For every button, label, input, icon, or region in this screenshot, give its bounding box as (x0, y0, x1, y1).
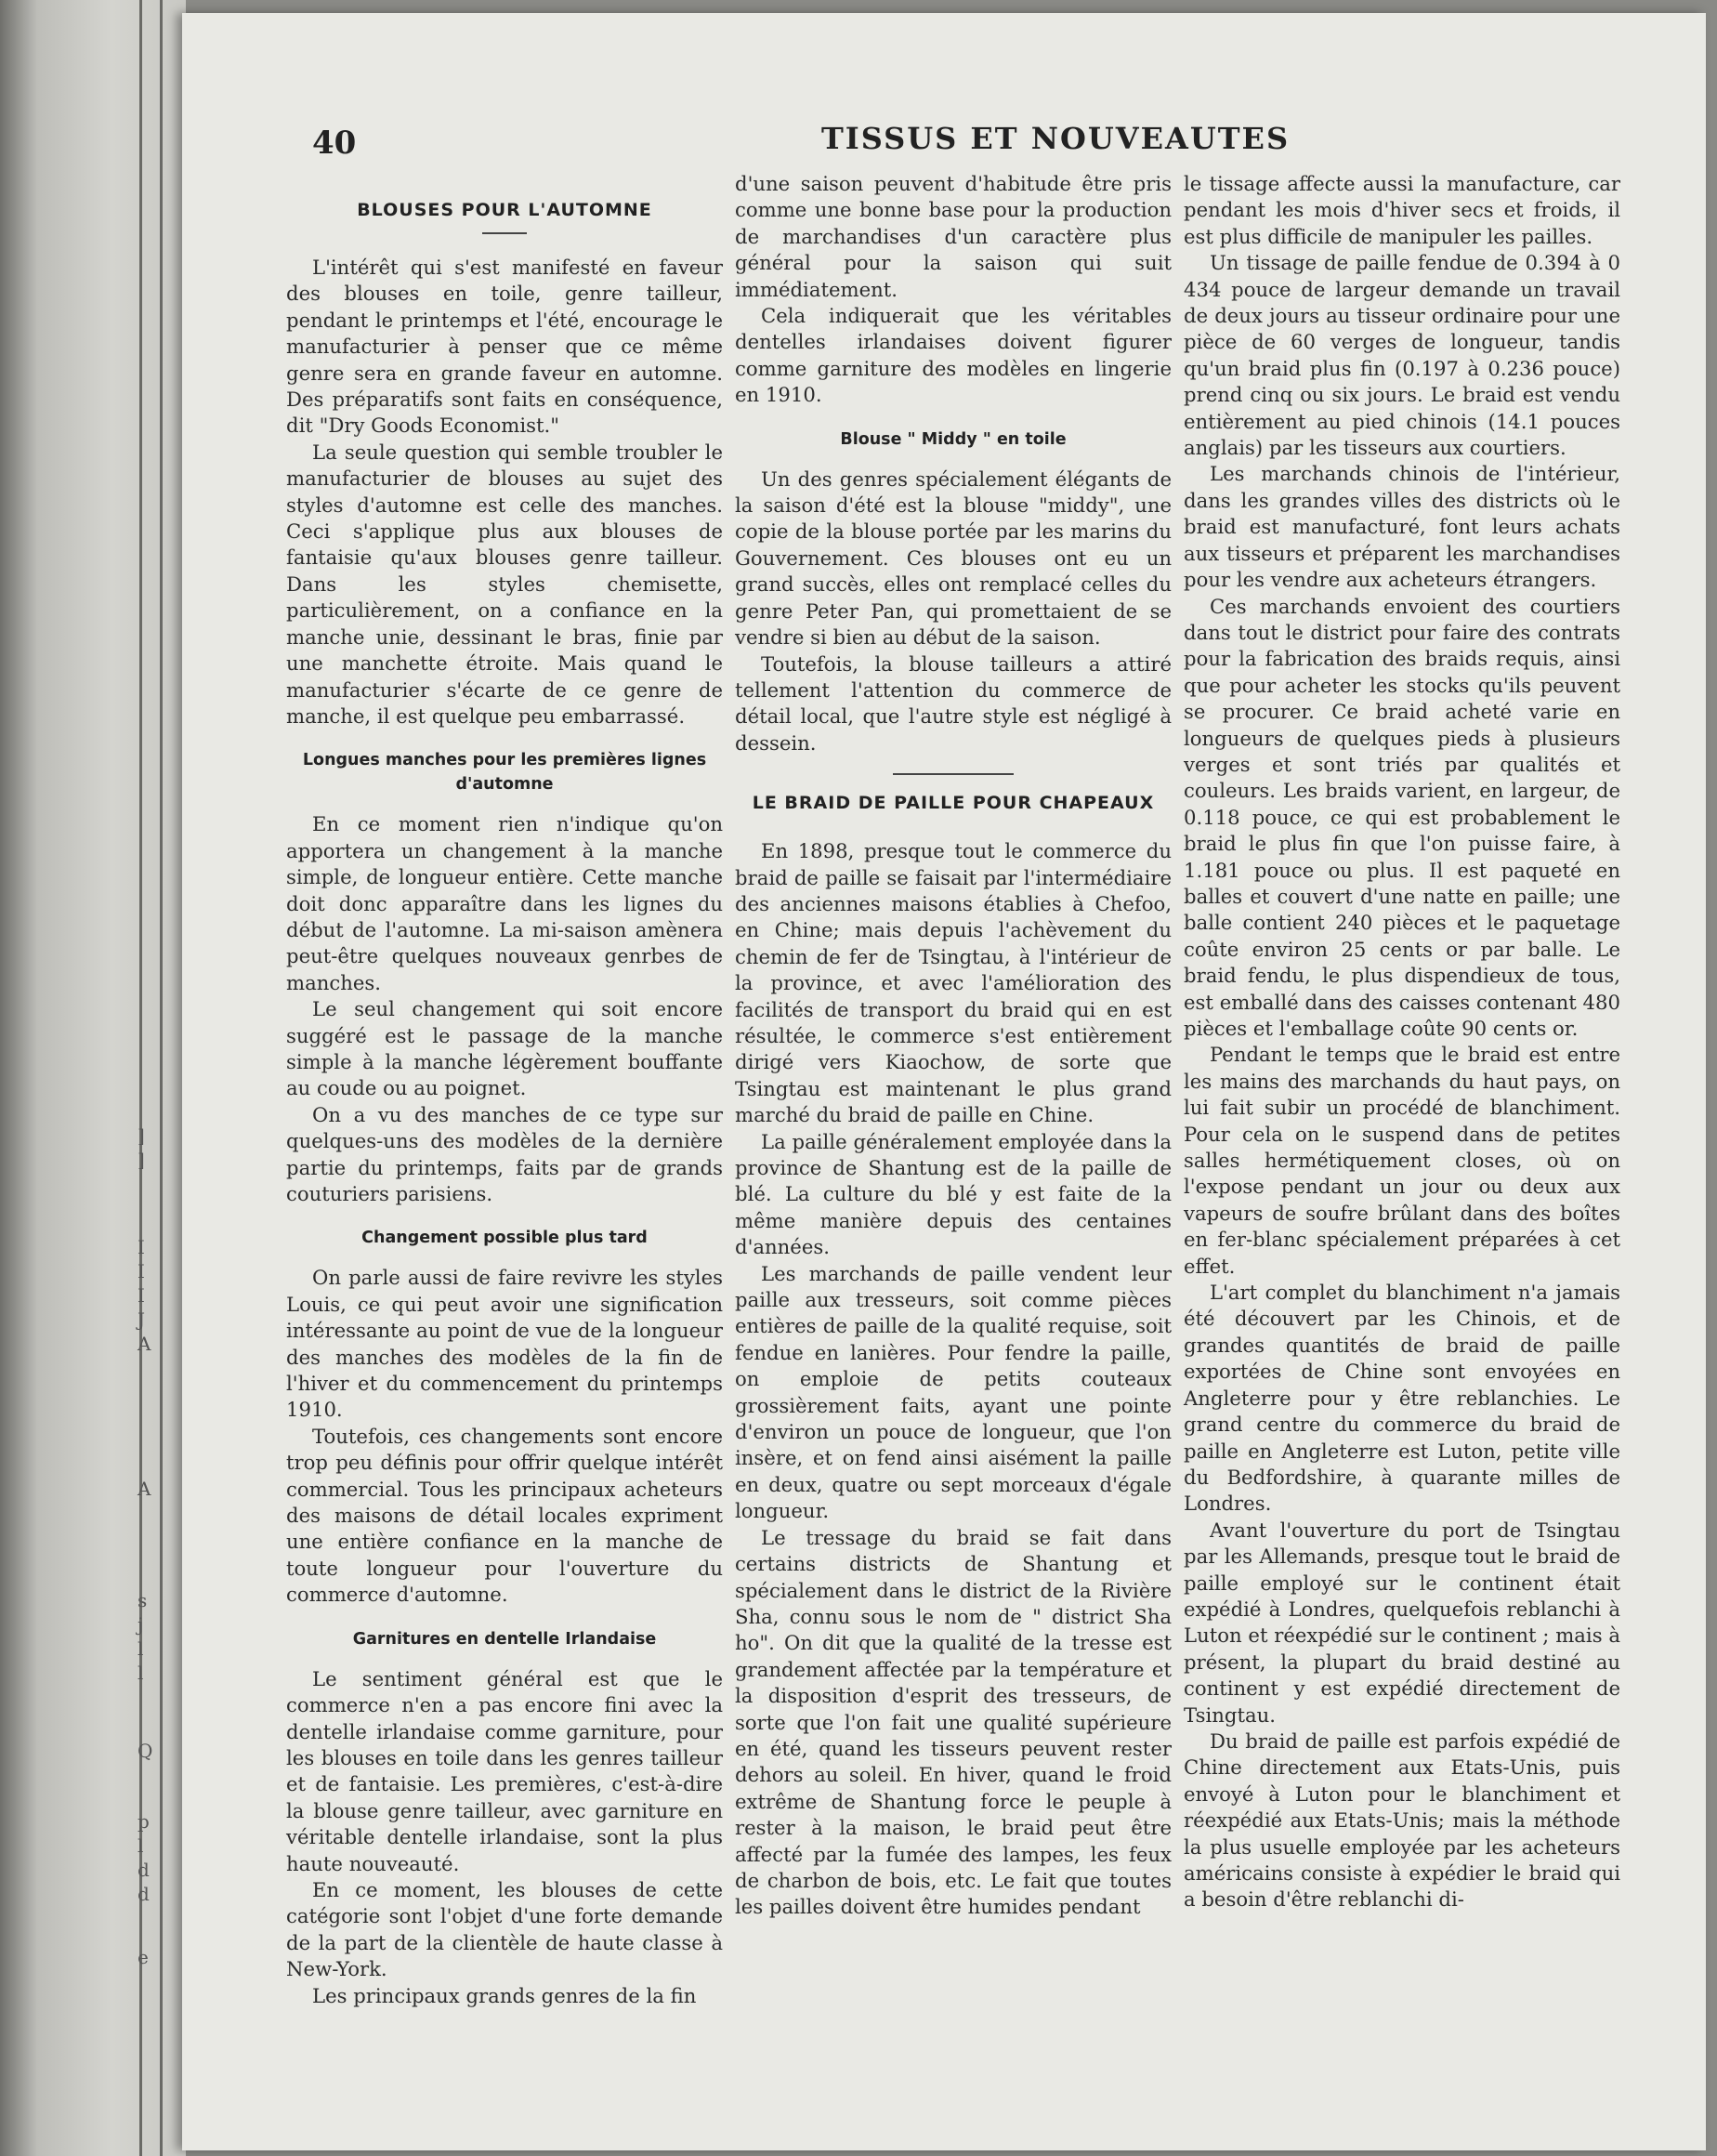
paragraph: Avant l'ouverture du port de Tsingtau par les Allemands, presque tout le braid de paille employé sur le continent était expédié à Londres, quelquefois reblanchi à Luton et réexpédié sur le continent ; mais à présent, la plupart du braid destiné au continent y est expédié directement de Tsingtau. (1184, 1518, 1620, 1727)
margin-fragment: ] (138, 1124, 145, 1147)
paragraph: Les principaux grands genres de la fin (312, 1983, 697, 2007)
paragraph: En 1898, presque tout le commerce du braid de paille se faisait par l'intermédiaire des anciennes maisons établies à Chefoo, en Chine; mais depuis l'achèvement du chemin de fer de Tsingtau, à l'intérieur de la province, et avec l'amélioration des facilités de transport du braid qui en est résultée, le commerce s'est entièrement dirigé vers Kiaochow, de sorte que Tsingtau est maintenant le plus grand marché du braid de paille en Chine. (735, 839, 1172, 1127)
article-divider (893, 773, 1014, 775)
section-heading: Longues manches pour les premières lignes d'automne (302, 751, 707, 795)
page-edge-line (160, 0, 163, 2156)
paragraph: On parle aussi de faire revivre les styles Louis, ce qui peut avoir une signification intéressante au point de vue de la longueur des manches des modèles de la fin de l'hiver et du commencement du printemps 1910. (286, 1266, 723, 1422)
margin-fragment: ] (138, 1149, 145, 1171)
margin-fragment: j (138, 1613, 144, 1636)
running-head: TISSUS ET NOUVEAUTES (820, 121, 1291, 156)
column-3 (1184, 171, 1620, 1913)
paragraph: Toutefois, ces changements sont encore trop peu définis pour offrir quelque intérêt commercial. Tous les principaux acheteurs des maisons de détail locales expriment une entière confiance en la manche de toute longueur pour l'ouverture du commerce d'automne. (286, 1424, 723, 1607)
title-rule (482, 232, 527, 234)
paragraph: d'une saison peuvent d'habitude être pris comme une bonne base pour la production de marchandises d'un caractère plus général pour la saison qui suit immédiatement. (735, 172, 1172, 301)
margin-fragment: e (138, 1946, 149, 1968)
paragraph: Ces marchands envoient des courtiers dans tout le district pour faire des contrats pour la fabrication des braids requis, ainsi que pour acheter les stocks qu'ils peuvent se procurer. Ce braid acheté varie en longueurs de quelques pieds à plusieurs verges et sont triés par qualités et couleurs. Les braids varient, en largeur, de 0.118 pouce, ce qui est probablement le braid le plus fin que l'on puisse faire, à 1.181 pouce ou plus. Il est paqueté en balles et couvert d'une natte en paille; une balle contient 240 pièces et le paquetage coûte environ 25 cents or par balle. Le braid fendu, le plus dispendieux de tous, est emballé dans des caisses contenant 480 pièces et l'emballage coûte 90 cents or. (1184, 594, 1620, 1040)
margin-fragment: p (138, 1810, 150, 1833)
margin-fragment: Q (138, 1740, 153, 1762)
article-title: BLOUSES POUR L'AUTOMNE (357, 200, 652, 220)
paragraph: Le tressage du braid se fait dans certains districts de Shantung et spécialement dans le district de la Rivière Sha, connu sous le nom de " district Sha ho". On dit que la qualité de la tresse est grandement affectée par la température et la disposition d'esprit des tresseurs, de sorte que l'on fait une qualité supérieure en été, quand les tisseurs peuvent rester dehors au soleil. En hiver, quand le froid extrême de Shantung force le peuple à rester à la maison, le braid peut être affecté par la fumée des lampes, les feux de charbon de bois, etc. Le fait que toutes les pailles doivent être humides pendant (735, 1525, 1172, 1919)
paragraph: Du braid de paille est parfois expédié de Chine directement aux Etats-Unis, puis envoyé à Luton pour le blanchiment et réexpédié aux Etats-Unis; mais la méthode la plus usuelle employée par les acheteurs américains consiste à expédier le braid qui a besoin d'être reblanchi di- (1184, 1729, 1620, 1912)
margin-fragment: I (138, 1236, 145, 1258)
margin-fragment: s (138, 1589, 148, 1611)
paragraph: En ce moment, les blouses de cette catégorie sont l'objet d'une forte demande de la part de la clientèle de haute classe à New-York. (286, 1877, 723, 1981)
paragraph: La seule question qui semble troubler le manufacturier de blouses au sujet des styles d'automne est celle des manches. Ceci s'applique plus aux blouses de fantaisie qu'aux blouses genre tailleur. Dans les styles chemisette, particulièrement, on a confiance en la manche unie, dessinant le bras, finie par une manchette étroite. Mais quand le manufacturier s'écarte de ce genre de manche, il est quelque peu embarrassé. (286, 440, 723, 728)
column-1 (286, 190, 723, 2009)
paragraph: La paille généralement employée dans la province de Shantung est de la paille de blé. La culture du blé y est faite de la même manière depuis des centaines d'années. (735, 1129, 1172, 1259)
paragraph: En ce moment rien n'indique qu'on apportera un changement à la manche simple, de longueur entière. Cette manche doit donc apparaître dans les lignes du début de l'automne. La mi-saison amènera peut-être quelques nouveaux genrbes de manches. (286, 812, 723, 994)
document-page (182, 13, 1706, 2150)
margin-fragment: l (138, 1834, 144, 1857)
paragraph: Un tissage de paille fendue de 0.394 à 0 434 pouce de largeur demande un travail de deux jours au tisseur ordinaire pour une pièce de 60 verges de longueur, tandis qu'un braid plus fin (0.197 à 0.236 pouce) prend cinq ou six jours. Le braid est vendu entièrement au pied chinois (14.1 pouces anglais) par les tisseurs aux courtiers. (1184, 251, 1620, 460)
section-heading: Blouse " Middy " en toile (840, 429, 1067, 449)
paragraph: Toutefois, la blouse tailleurs a attiré tellement l'attention du commerce de détail local, que l'autre style est négligé à dessein. (735, 651, 1172, 755)
paragraph: Les marchands chinois de l'intérieur, dans les grandes villes des districts où le braid est manufacturé, font leurs achats aux tisseurs et préparent les marchandises pour les vendre aux acheteurs étrangers. (1184, 462, 1620, 592)
column-2 (735, 171, 1172, 1921)
paragraph: le tissage affecte aussi la manufacture, car pendant les mois d'hiver secs et froids, il est plus difficile de manipuler les pailles. (1184, 172, 1620, 248)
margin-fragment: l (138, 1637, 144, 1660)
margin-fragment: J (138, 1308, 146, 1331)
margin-fragment: I (138, 1284, 145, 1307)
paragraph: L'art complet du blanchiment n'a jamais été découvert par les Chinois, et de grandes quantités de braid de paille exportées de Chine sont envoyées en Angleterre pour y être reblanchies. Le grand centre du commerce du braid de paille en Angleterre est Luton, petite ville du Bedfordshire, à quarante milles de Londres. (1184, 1281, 1620, 1516)
spacer (735, 825, 1172, 838)
margin-fragment: d (138, 1859, 150, 1881)
page-edge-line (139, 0, 142, 2156)
section-heading: Changement possible plus tard (361, 1229, 648, 1248)
paragraph: Les marchands de paille vendent leur paille aux tresseurs, soit comme pièces entières de paille de la qualité requise, soit fendue en lanières. Pour fendre la paille, on emploie de petits couteaux grossièrement faits, ayant une pointe d'environ un pouce de longueur, que l'on insère, et on fend ainsi aisément la paille en deux, quatre ou sept morceaux d'égale longueur. (735, 1261, 1172, 1523)
page-number: 40 (312, 125, 357, 162)
article-title: LE BRAID DE PAILLE POUR CHAPEAUX (752, 793, 1155, 814)
paragraph: Le sentiment général est que le commerce n'en a pas encore fini avec la dentelle irlandaise comme garniture, pour les blouses en toile dans les genres tailleur et de fantaisie. Les premières, c'est-à-dire la blouse genre tailleur, avec garniture en véritable dentelle irlandaise, sont la plus haute nouveauté. (286, 1666, 723, 1875)
margin-fragment: A (138, 1478, 151, 1500)
paragraph: Pendant le temps que le braid est entre les mains des marchands du haut pays, on lui fait subir un procédé de blanchiment. Pour cela on le suspend dans de petites salles hermétiquement closes, où on l'expose pendant un jour ou deux aux vapeurs de soufre brûlant dans des boîtes en fer-blanc spécialement préparées à cet effet. (1184, 1043, 1620, 1278)
margin-fragment: d (138, 1883, 150, 1905)
paragraph: On a vu des manches de ce type sur quelques-uns des modèles de la dernière partie du printemps, faits par de grands couturiers parisiens. (286, 1102, 723, 1205)
paragraph: Cela indiquerait que les véritables dentelles irlandaises doivent figurer comme garniture des modèles en lingerie en 1910. (735, 304, 1172, 407)
underlying-page-edge (0, 0, 186, 2156)
margin-fragment: l (138, 1662, 144, 1684)
paragraph: L'intérêt qui s'est manifesté en faveur des blouses en toile, genre tailleur, pendant le printemps et l'été, encourage le manufacturier à penser que ce même genre sera en grande faveur en automne. Des préparatifs sont faits en conséquence, dit "Dry Goods Economist." (286, 256, 723, 438)
paragraph: Le seul changement qui soit encore suggéré est le passage de la manche simple à la manche légèrement bouffante au coude ou au poignet. (286, 997, 723, 1100)
section-heading: Garnitures en dentelle Irlandaise (352, 1629, 657, 1649)
margin-fragment: A (138, 1333, 151, 1355)
margin-fragment: I (138, 1260, 145, 1282)
paragraph: Un des genres spécialement élégants de la saison d'été est la blouse "middy", une copie de la blouse portée par les marins du Gouvernement. Ces blouses ont eu un grand succès, elles ont remplacé celles du genre Peter Pan, qui promettaient de se vendre si bien au début de la saison. (735, 467, 1172, 650)
